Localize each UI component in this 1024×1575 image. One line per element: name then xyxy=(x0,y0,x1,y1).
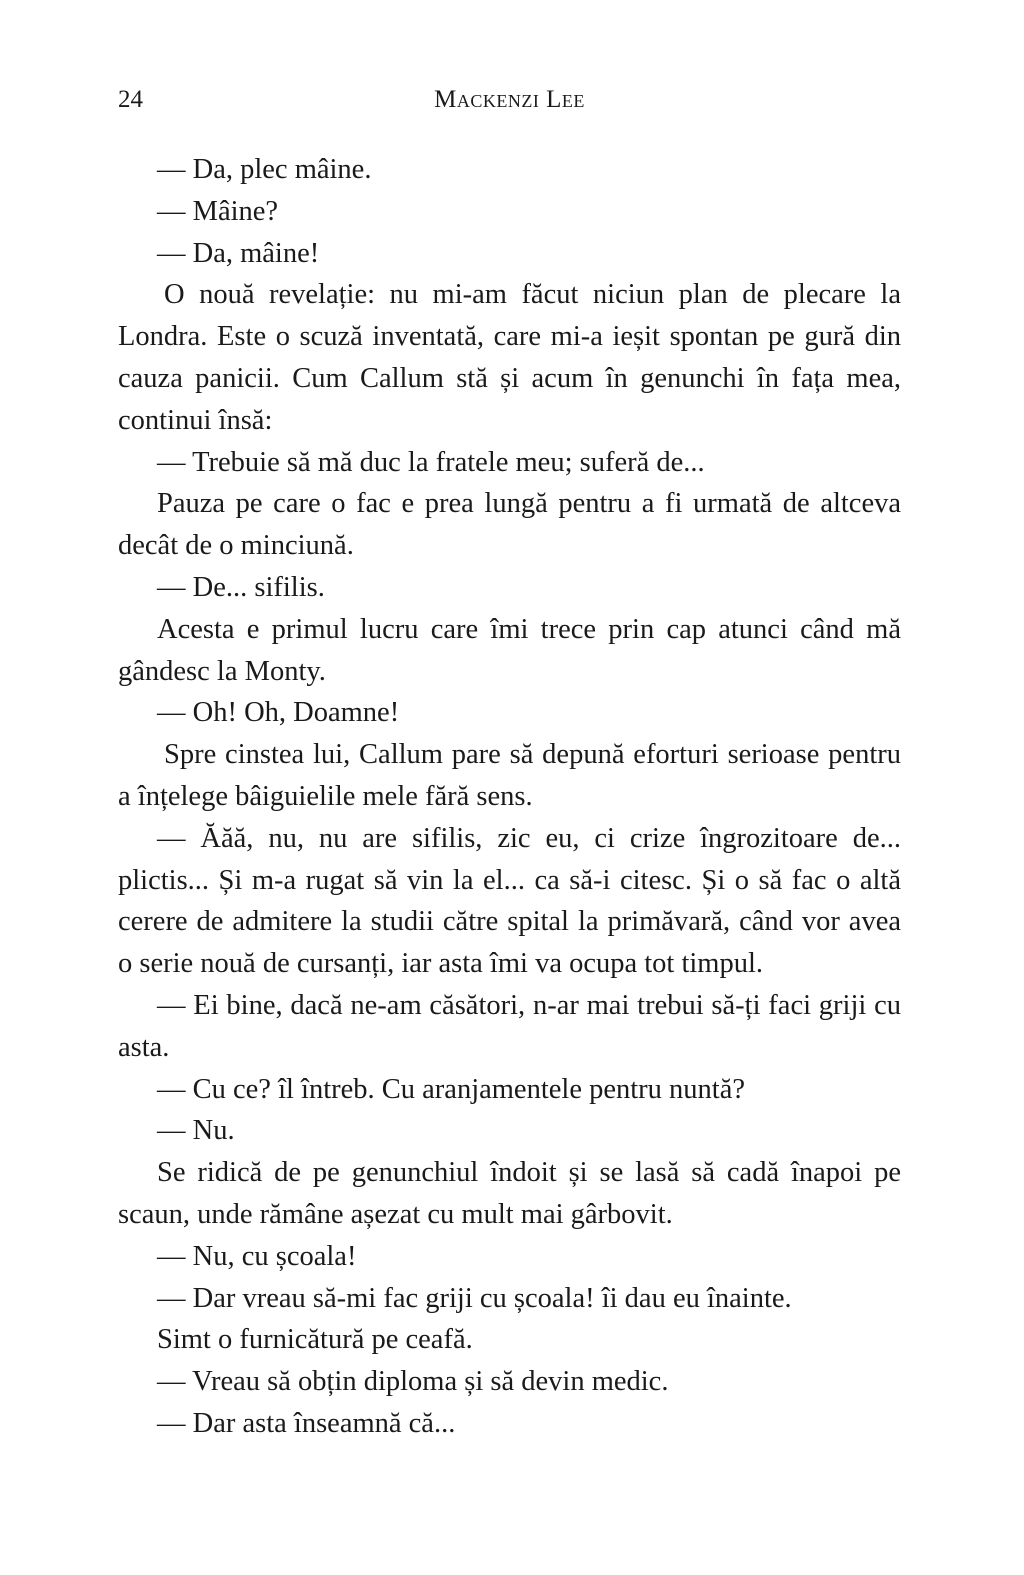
running-head xyxy=(118,82,901,118)
dialogue-line: — De... sifilis. xyxy=(157,571,325,603)
narrative-paragraph: O nouă revelație: nu mi-am făcut niciun plan de plecare la Londra. Este o scuză inventată, care mi-a ieșit spontan pe gură din cauza panicii. Cum Callum stă și acum în genunchi în fața mea, continui însă: xyxy=(118,279,901,436)
narrative-paragraph: Acesta e primul lucru care îmi trece prin cap atunci când mă gândesc la Monty. xyxy=(118,613,901,687)
dialogue-line: — Dar vreau să-mi fac griji cu școala! îi dau eu înainte. xyxy=(157,1282,792,1314)
dialogue-line: — Da, plec mâine. xyxy=(157,154,372,185)
dialogue-line: — Oh! Oh, Doamne! xyxy=(157,697,400,729)
dialogue-line: — Trebuie să mă duc la fratele meu; suferă de... xyxy=(157,446,705,478)
dialogue-line: — Nu, cu școala! xyxy=(157,1240,357,1272)
running-title-author: Mackenzi Lee xyxy=(434,86,585,113)
dialogue-line: — Ei bine, dacă ne-am căsători, n-ar mai trebui să-ți faci griji cu asta. xyxy=(118,989,901,1063)
narrative-paragraph: Se ridică de pe genunchiul îndoit și se lasă să cadă înapoi pe scaun, unde rămâne așezat cu mult mai gârbovit. xyxy=(118,1157,901,1230)
dialogue-line: — Nu. xyxy=(157,1115,235,1147)
narrative-paragraph: Simt o furnicătură pe ceafă. xyxy=(157,1324,473,1356)
page-number: 24 xyxy=(118,86,143,113)
narrative-paragraph: Spre cinstea lui, Callum pare să depună eforturi serioase pentru a înțelege bâiguielile mele fără sens. xyxy=(118,739,901,812)
dialogue-line: — Vreau să obțin diploma și să devin medic. xyxy=(157,1366,669,1398)
dialogue-line: — Ăăă, nu, nu are sifilis, zic eu, ci crize îngrozitoare de... plictis... Și m-a rugat să vin la el... ca să-i citesc. Și o să fac o altă cerere de admitere la studii către spital la primăvară, când vor avea o serie nouă de cursanți, iar asta îmi va ocupa tot timpul. xyxy=(118,822,901,980)
body-text xyxy=(118,149,901,1445)
dialogue-line: — Dar asta înseamnă că... xyxy=(157,1407,456,1439)
dialogue-line: — Mâine? xyxy=(157,195,279,227)
dialogue-line: — Da, mâine! xyxy=(157,237,320,269)
narrative-paragraph: Pauza pe care o fac e prea lungă pentru a fi urmată de altceva decât de o minciună. xyxy=(118,488,901,562)
dialogue-line: — Cu ce? îl întreb. Cu aranjamentele pentru nuntă? xyxy=(157,1073,745,1105)
